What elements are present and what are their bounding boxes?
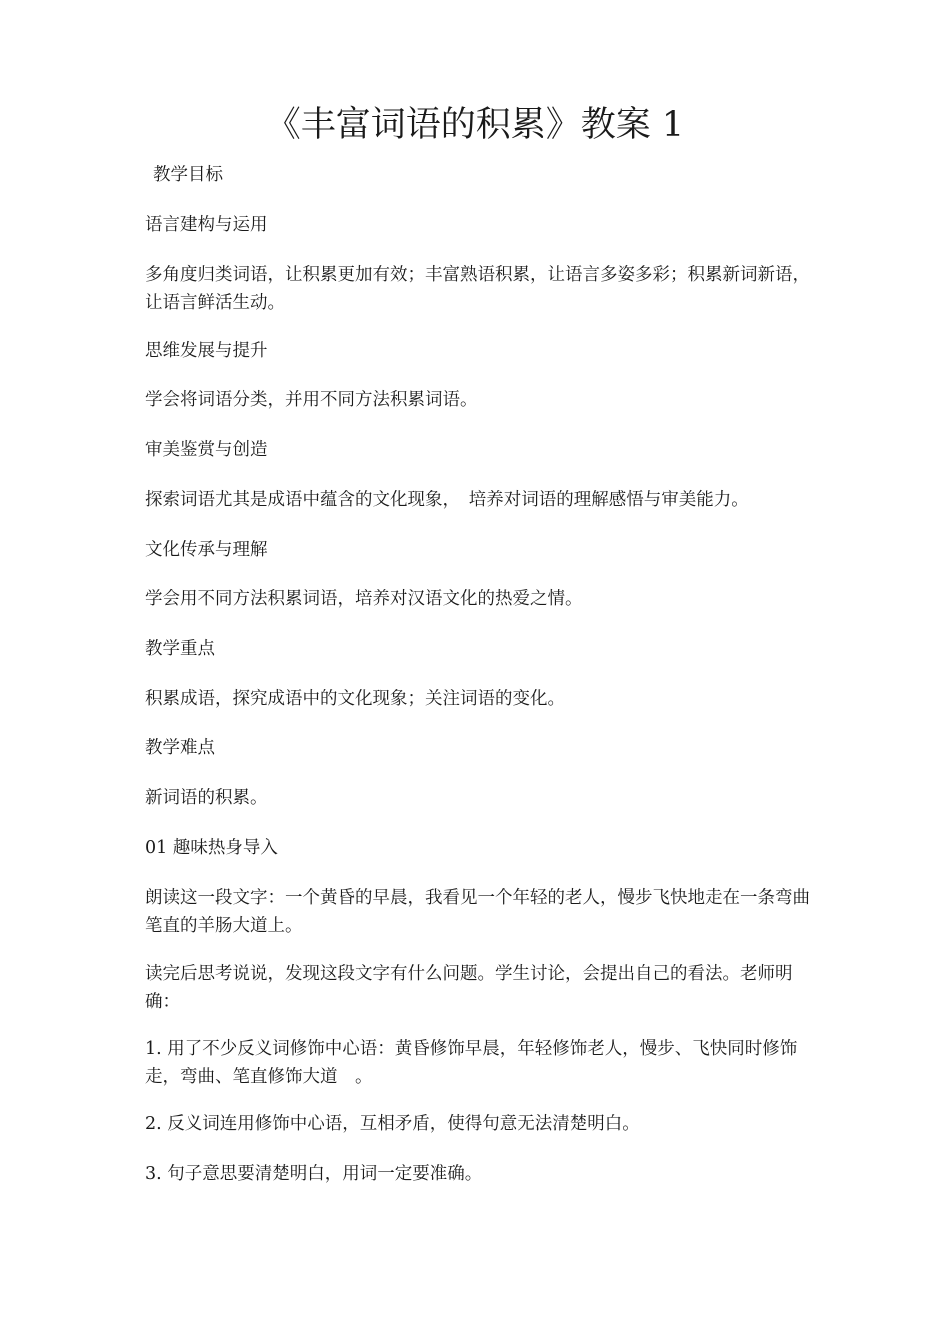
- paragraph-language-goal: 多角度归类词语，让积累更加有效；丰富熟语积累，让语言多姿多彩；积累新词新语，让语言鲜活生动。: [145, 265, 810, 313]
- document-title: 《丰富词语的积累》教案 1: [265, 105, 685, 145]
- section-heading-teaching-goals: 教学目标: [153, 165, 223, 185]
- paragraph-discussion: 读完后思考说说，发现这段文字有什么问题。学生讨论，会提出自己的看法。老师明确：: [145, 964, 793, 1012]
- section-heading-key-points: 教学重点: [145, 639, 215, 659]
- list-item-3: 3. 句子意思要清楚明白，用词一定要准确。: [145, 1164, 483, 1184]
- subheading-culture: 文化传承与理解: [145, 540, 268, 560]
- subheading-language: 语言建构与运用: [145, 215, 268, 235]
- list-item-2: 2. 反义词连用修饰中心语，互相矛盾，使得句意无法清楚明白。: [145, 1114, 640, 1134]
- paragraph-key-points: 积累成语，探究成语中的文化现象；关注词语的变化。: [145, 689, 565, 709]
- section-heading-difficulties: 教学难点: [145, 738, 215, 758]
- subheading-thinking: 思维发展与提升: [145, 341, 268, 361]
- paragraph-difficulties: 新词语的积累。: [145, 788, 268, 808]
- section-heading-warmup: 01 趣味热身导入: [145, 838, 278, 858]
- paragraph-reading-passage: 朗读这一段文字：一个黄昏的早晨，我看见一个年轻的老人，慢步飞快地走在一条弯曲笔直的羊肠大道上。: [145, 888, 810, 936]
- paragraph-thinking-goal: 学会将词语分类，并用不同方法积累词语。: [145, 390, 478, 410]
- paragraph-aesthetic-goal: 探索词语尤其是成语中蕴含的文化现象， 培养对词语的理解感悟与审美能力。: [145, 490, 749, 510]
- paragraph-culture-goal: 学会用不同方法积累词语，培养对汉语文化的热爱之情。: [145, 589, 583, 609]
- subheading-aesthetic: 审美鉴赏与创造: [145, 440, 268, 460]
- list-item-1: 1. 用了不少反义词修饰中心语：黄昏修饰早晨，年轻修饰老人，慢步、飞快同时修饰走，弯曲、笔直修饰大道 。: [145, 1039, 798, 1087]
